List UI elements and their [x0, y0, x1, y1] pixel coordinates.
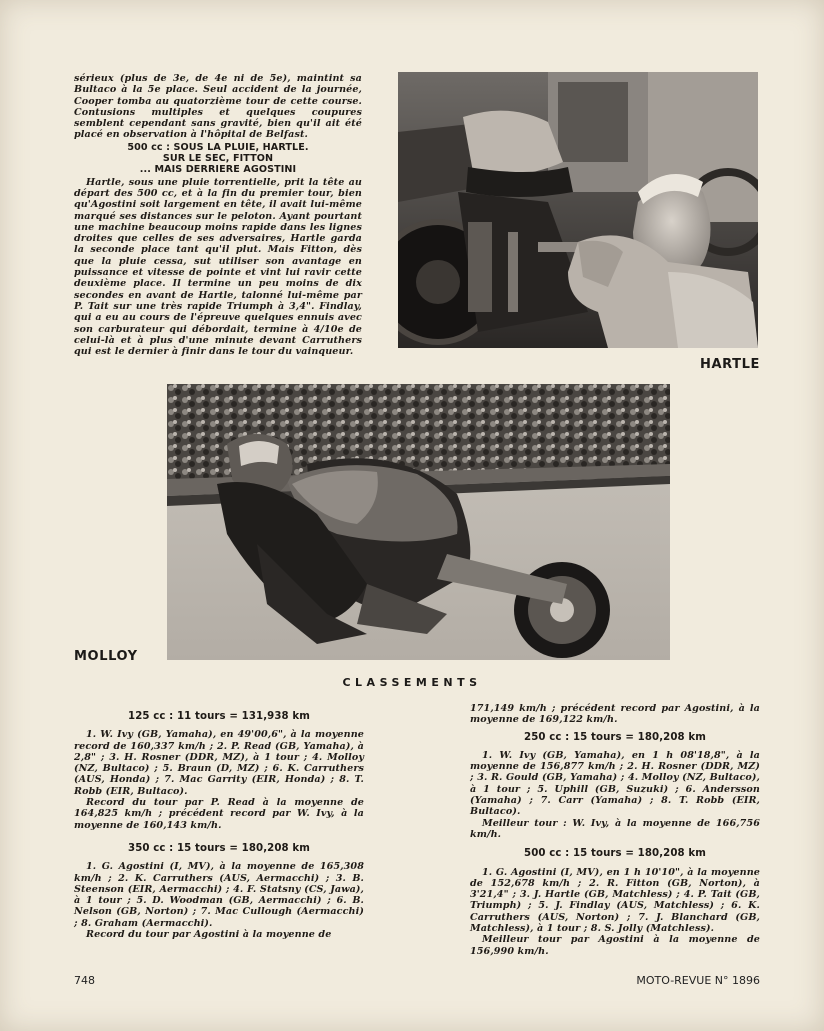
race-result-paragraph: 1. W. Ivy (GB, Yamaha), en 49'00,6", à la moyenne record de 160,337 km/h ; 2. P. Read (GB, Yamaha), à 2,8" ; 3. H. Rosner (DDR, MZ), à 1 tour ; 4. Molloy (NZ, Bultaco) ; 5. Braun (D, MZ) ; 6. K. Carruthers (AUS, Honda) ; 7. Mac Garrity (EIR, Honda) ; 8. T. Robb (EIR, Bultaco). [74, 729, 364, 797]
race-record-paragraph: Record du tour par P. Read à la moyenne de 164,825 km/h ; précédent record par W. Ivy, à la moyenne de 160,143 km/h. [74, 797, 364, 831]
race-result-paragraph: 1. W. Ivy (GB, Yamaha), en 1 h 08'18,8", à la moyenne de 156,877 km/h ; 2. H. Rosner (DDR, MZ) ; 3. R. Gould (GB, Yamaha) ; 4. Molloy (NZ, Bultaco), à 1 tour ; 5. Uphill (GB, Suzuki) ; 6. Andersson (Yamaha) ; 7. Carr (Yamaha) ; 8. T. Robb (EIR, Bultaco). [470, 749, 760, 818]
magazine-issue: MOTO-REVUE N° 1896 [636, 974, 760, 987]
race-heading: 125 cc : 11 tours = 131,938 km [128, 711, 310, 722]
molloy-caption: MOLLOY [74, 649, 138, 664]
article-column [74, 73, 362, 357]
section-heading-line: 500 cc : SOUS LA PLUIE, HARTLE. [127, 141, 309, 153]
molloy-photo [167, 384, 670, 660]
race-result-paragraph: 1. G. Agostini (I, MV), à la moyenne de 165,308 km/h ; 2. K. Carruthers (AUS, Aermacchi) ; 3. B. Steenson (EIR, Aermacchi) ; 4. F. Statsny (CS, Jawa), à 1 tour ; 5. D. Woodman (GB, Aermacchi) ; 6. B. Nelson (GB, Norton) ; 7. Mac Cullough (Aermacchi) ; 8. Graham (Aermacchi). [74, 861, 364, 929]
section-paragraph: Hartle, sous une pluie torrentielle, prit la tête au départ des 500 cc, et à la fin du premier tour, bien qu'Agostini soit largement en tête, il avait lui-même marqué ses distances sur le peloton. Ayant pourtant une machine beaucoup moins rapide dans les lignes droites que celles de ses adversaires, Hartle garda la seconde place tant qu'il plut. Mais Fitton, dès que la pluie cessa, sut utiliser son avantage en puissance et vitesse de pointe et vint lui ravir cette deuxième place. Il termine un peu moins de dix secondes en avant de Hartle, talonné lui-même par P. Tait sur une très rapide Triumph à 3,4". Findlay, qui a eu au cours de l'épreuve quelques ennuis avec son carburateur qui débordait, termine à 4/10e de celui-là et à plus d'une minute devant Carruthers qui est le dernier à finir dans le tour du vainqueur. [74, 176, 362, 358]
race-result-250 [470, 732, 760, 841]
race-result-500 [470, 848, 760, 957]
molloy-photo-image [167, 384, 670, 660]
race-heading: 250 cc : 15 tours = 180,208 km [524, 731, 706, 743]
classements-title: CLASSEMENTS [342, 676, 482, 689]
hartle-photo [398, 72, 758, 348]
results-right-column [470, 703, 760, 965]
record-continuation: 171,149 km/h ; précédent record par Agostini, à la moyenne de 169,122 km/h. [470, 703, 760, 726]
section-heading [74, 142, 362, 176]
hartle-caption: HARTLE [700, 357, 760, 372]
race-heading: 350 cc : 15 tours = 180,208 km [128, 842, 310, 854]
section-heading-line: ... MAIS DERRIERE AGOSTINI [139, 164, 297, 176]
race-heading: 500 cc : 15 tours = 180,208 km [524, 848, 706, 860]
race-result-paragraph: 1. G. Agostini (I, MV), en 1 h 10'10", à la moyenne de 152,678 km/h ; 2. R. Fitton (GB, Norton), à 3'21,4" ; 3. J. Hartle (GB, Matchless) ; 4. P. Tait (GB, Triumph) ; 5. J. Findlay (AUS, Matchless) ; 6. K. Carruthers (AUS, Norton) ; 7. J. Blanchard (GB, Matchless), à 1 tour ; 8. S. Jolly (Matchless). [470, 866, 760, 935]
section-heading-line: SUR LE SEC, FITTON [162, 153, 274, 165]
results-left-column [74, 711, 364, 948]
race-record-paragraph: Meilleur tour par Agostini à la moyenne de 156,990 km/h. [470, 934, 760, 957]
race-record-paragraph: Record du tour par Agostini à la moyenne de [86, 929, 332, 941]
race-result-350 [74, 843, 364, 940]
race-record-paragraph: Meilleur tour : W. Ivy, à la moyenne de 166,756 km/h. [470, 817, 760, 840]
hartle-photo-image [398, 72, 758, 348]
page-number: 748 [74, 974, 95, 987]
intro-paragraph: sérieux (plus de 3e, de 4e ni de 5e), maintint sa Bultaco à la 5e place. Seul accident de la journée, Cooper tomba au quatorzième tour de cette course. Contusions multiples et quelques coupures semblent cependant sans gravité, bien qu'il ait été placé en observation à l'hôpital de Belfast. [74, 73, 362, 141]
race-result-125 [74, 711, 364, 831]
